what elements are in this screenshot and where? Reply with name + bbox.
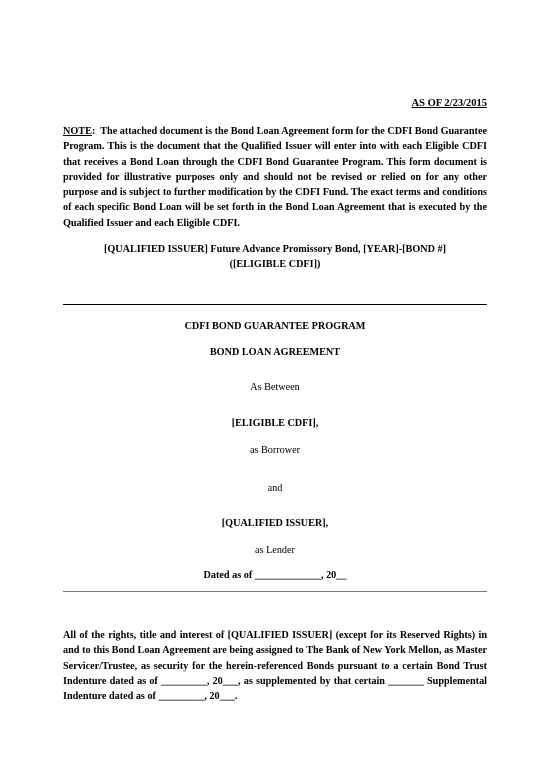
top-divider [63, 304, 487, 305]
borrower-role: as Borrower [249, 445, 301, 456]
as-between-text: As Between [250, 382, 300, 393]
borrower-name: [ELIGIBLE CDFI], [231, 418, 319, 429]
assignment-paragraph: All of the rights, title and interest of [QUALIFIED ISSUER] (except for its Reserved Rights) in and to this Bond Loan Agreement are being assigned to The Bank of New York Mellon, as Master Servicer/Trustee, as security for the herein-referenced Bonds pursuant to a certain Bond Trust Indenture dated as of _________, 20___, as supplemented by that certain _______ Supplemental Indenture dated as of _________, 20___. [63, 630, 487, 703]
bond-title-line1: [QUALIFIED ISSUER] Future Advance Promissory Bond, [YEAR]-[BOND #] [103, 244, 447, 255]
note-text: The attached document is the Bond Loan Agreement form for the CDFI Bond Guarantee Program. This is the document that the Qualified Issuer will enter into with each Eligible CDFI that receives a Bond Loan through the CDFI Bond Guarantee Program. This form document is provided for illustrative purposes only and should not be revised or relied on for any other purpose and is subject to further modification by the CDFI Fund. The exact terms and conditions of each specific Bond Loan will be set forth in the Bond Loan Agreement that is executed by the Qualified Issuer and each Eligible CDFI. [63, 126, 487, 229]
dated-line: Dated as of _____________, 20__ [203, 570, 347, 581]
and-text: and [267, 483, 283, 494]
lender-role: as Lender [255, 545, 295, 556]
bond-title-line2: ([ELIGIBLE CDFI]) [229, 259, 321, 270]
note-label: NOTE [63, 126, 92, 137]
as-of-date: AS OF 2/23/2015 [411, 98, 487, 109]
agreement-title: BOND LOAN AGREEMENT [209, 347, 341, 358]
lender-name: [QUALIFIED ISSUER], [221, 518, 329, 529]
note-paragraph: NOTE: The attached document is the Bond Loan Agreement form for the CDFI Bond Guarantee Program. This is the document that the Qualified Issuer will enter into with each Eligible CDFI that receives a Bond Loan through the CDFI Bond Guarantee Program. This form document is provided for illustrative purposes only and should not be revised or relied on for any other purpose and is subject to further modification by the CDFI Fund. The exact terms and conditions of each specific Bond Loan will be set forth in the Bond Loan Agreement that is executed by the Qualified Issuer and each Eligible CDFI. [63, 126, 487, 229]
program-title: CDFI BOND GUARANTEE PROGRAM [184, 321, 366, 332]
bottom-divider [63, 591, 487, 592]
